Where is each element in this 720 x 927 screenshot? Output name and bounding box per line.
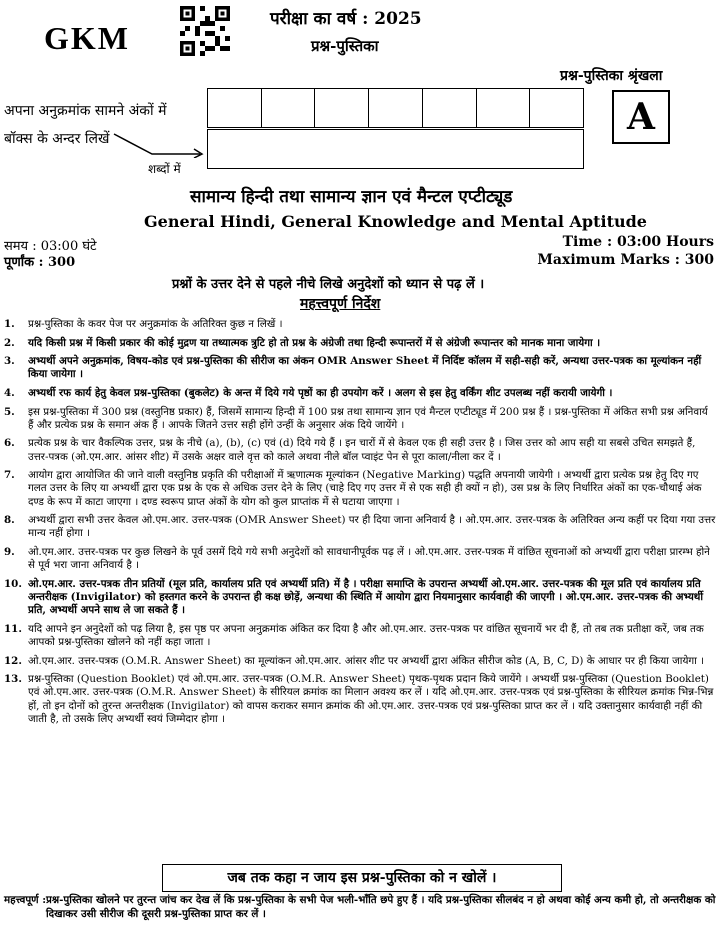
- instruction-text: अभ्यर्थी द्वारा सभी उत्तर केवल ओ.एम.आर. उत्तर-पत्रक (OMR Answer Sheet) पर ही दिया जाना अनिवार्य है । ओ.एम.आर. उत्तर-पत्रक के अतिरिक्त अन्य कहीं पर दिया गया उत्तर मान्य नहीं होगा ।: [28, 514, 716, 540]
- instruction-number: 7.: [4, 469, 15, 482]
- instruction-text: ओ.एम.आर. उत्तर-पत्रक तीन प्रतियों (मूल प्रति, कार्यालय प्रति एवं अभ्यर्थी प्रति) में है । परीक्षा समाप्ति के उपरान्त अभ्यर्थी ओ.एम.आर. उत्तर-पत्रक की मूल प्रति एवं कार्यालय प्रति अन्तरीक्षक (Invigilator) को हस्तगत करने के उपरान्त ही कक्ष छोड़ें, अन्यथा की स्थिति में आयोग द्वारा नियमानुसार कार्यवाही की जाएगी । ओ.एम.आर. उत्तर-पत्रक की अभ्यर्थी प्रति, अभ्यर्थी अपने साथ ले जा सकते हैं ।: [28, 577, 704, 617]
- digit-box[interactable]: [315, 89, 369, 127]
- instruction-text: आयोग द्वारा आयोजित की जाने वाली वस्तुनिष्ठ प्रकृति की परीक्षाओं में ऋणात्मक मूल्यांकन (Negative Marking) पद्धति अपनायी जायेगी । अभ्यर्थी द्वारा प्रत्येक प्रश्न हेतु दिए गए गलत उत्तर के लिए या अभ्यर्थी द्वारा एक प्रश्न के एक से अधिक उत्तर देने के लिए (चाहे दिए गए उत्तर में से एक सही ही क्यों न हो), उस प्रश्न के लिए निर्धारित अंकों का एक-चौथाई अंक दण्ड के रूप में काटा जाएगा । दण्ड स्वरूप प्राप्त अंकों के योग को कुल प्राप्तांक में से घटाया जाएगा ।: [28, 469, 702, 508]
- instruction-number: 11.: [4, 622, 22, 635]
- instruction-number: 9.: [4, 545, 15, 558]
- roll-number-words-box[interactable]: [207, 129, 584, 169]
- digit-box[interactable]: [208, 89, 262, 127]
- instructions-heading: महत्त्वपूर्ण निर्देश: [300, 296, 381, 312]
- instruction-item: [4, 406, 716, 432]
- subject-title-english: General Hindi, General Knowledge and Mental Aptitude: [144, 212, 647, 231]
- instruction-item: [4, 623, 716, 649]
- instruction-number: 13.: [4, 673, 22, 686]
- series-box: A: [612, 90, 670, 144]
- instruction-number: 8.: [4, 514, 15, 527]
- digit-box[interactable]: [262, 89, 316, 127]
- instruction-item: [4, 673, 716, 726]
- footnote-text: प्रश्न-पुस्तिका खोलने पर तुरन्त जांच कर देख लें कि प्रश्न-पुस्तिका के सभी पेज भली-भाँति छपे हुए हैं । यदि प्रश्न-पुस्तिका सीलबंद न हो अथवा कोई अन्य कमी हो, तो अन्तरीक्षक को दिखाकर उसी सीरीज की दूसरी प्रश्न-पुस्तिका प्राप्त कर लें ।: [46, 894, 716, 920]
- instruction-text: प्रत्येक प्रश्न के चार वैकल्पिक उत्तर, प्रश्न के नीचे (a), (b), (c) एवं (d) दिये गये हैं । इन चारों में से केवल एक ही सही उत्तर है । जिस उत्तर को आप सही या सबसे उचित समझते हैं, उत्तर-पत्रक (ओ.एम.आर. आंसर शीट) में उसके अक्षर वाले वृत्त को काले अथवा नीले बॉल प्वाइंट पेन से पूरा काला/नीला कर दें ।: [28, 437, 696, 463]
- digit-box[interactable]: [369, 89, 423, 127]
- qr-code: [180, 6, 230, 56]
- instruction-number: 1.: [4, 318, 15, 330]
- instruction-number: 3.: [4, 355, 15, 368]
- important-footnote: [4, 894, 716, 921]
- instructions-list: [4, 318, 716, 731]
- digit-box[interactable]: [423, 89, 477, 127]
- instruction-item: [4, 355, 716, 381]
- time-english: Time : 03:00 Hours: [562, 234, 714, 250]
- booklet-title: प्रश्न-पुस्तिका: [311, 37, 379, 55]
- marks-hindi: पूर्णांक : 300: [4, 255, 76, 270]
- roll-number-digit-boxes[interactable]: [207, 88, 584, 128]
- instruction-text: यदि आपने इन अनुदेशों को पढ़ लिया है, इस पृष्ठ पर अपना अनुक्रमांक अंकित कर दिया है और ओ.एम.आर. उत्तर-पत्रक पर वांछित सूचनायें भर दी हैं, तो तब तक प्रतीक्षा करें, जब तक आपको प्रश्न-पुस्तिका खोलने को नहीं कहा जाता ।: [28, 622, 704, 648]
- instruction-number: 6.: [4, 437, 15, 450]
- instruction-text: प्रश्न-पुस्तिका (Question Booklet) एवं ओ.एम.आर. उत्तर-पत्रक (O.M.R. Answer Sheet) पृथक-पृथक प्रदान किये जायेंगे । अभ्यर्थी प्रश्न-पुस्तिका (Question Booklet) एवं ओ.एम.आर. उत्तर-पत्रक (O.M.R. Answer Sheet) के सीरियल क्रमांक का मिलान अवश्य कर लें । यदि ओ.एम.आर. उत्तर-पत्रक एवं प्रश्न-पुस्तिका के सीरियल क्रमांक भिन्न-भिन्न हों, तो इन दोनों को तुरन्त अन्तरीक्षक (Invigilator) को वापस कराकर समान क्रमांक की ओ.एम.आर. उत्तर-पत्रक एवं प्रश्न-पुस्तिका प्राप्त कर लें । यदि उक्तानुसार कार्यवाही नहीं की जाती है, तो उसके लिए अभ्यर्थी स्वयं जिम्मेदार होगा ।: [28, 673, 714, 725]
- arrow-icon: [112, 132, 204, 158]
- footnote-label: महत्त्वपूर्ण :: [4, 894, 47, 906]
- logo: GKM: [44, 20, 130, 56]
- exam-year: परीक्षा का वर्ष : 2025: [270, 9, 422, 29]
- instruction-item: [4, 514, 716, 540]
- instruction-item: [4, 546, 716, 572]
- instruction-item: [4, 387, 716, 400]
- subject-title-hindi: सामान्य हिन्दी तथा सामान्य ज्ञान एवं मैन्टल एप्टीट्यूड: [190, 187, 513, 207]
- instruction-text: ओ.एम.आर. उत्तर-पत्रक (O.M.R. Answer Sheet) का मूल्यांकन ओ.एम.आर. आंसर शीट पर अभ्यर्थी द्वारा अंकित सीरीज कोड (A, B, C, D) के आधार पर ही किया जायेगा ।: [28, 654, 705, 667]
- roll-label-line1: अपना अनुक्रमांक सामने अंकों में: [4, 103, 167, 119]
- instruction-item: [4, 655, 716, 668]
- instruction-number: 4.: [4, 386, 15, 399]
- instruction-text: इस प्रश्न-पुस्तिका में 300 प्रश्न (वस्तुनिष्ठ प्रकार) हैं, जिसमें सामान्य हिन्दी में 100 प्रश्न तथा सामान्य ज्ञान एवं मैन्टल एप्टीट्यूड में 200 प्रश्न हैं । प्रश्न-पुस्तिका में अंकित सभी प्रश्न अनिवार्य हैं और प्रत्येक प्रश्न के समान अंक हैं । आपके जितने उत्तर सही होंगे उन्हीं के अनुसार अंक दिये जायेंगे ।: [28, 405, 708, 431]
- instruction-number: 5.: [4, 405, 15, 418]
- digit-box[interactable]: [530, 89, 583, 127]
- digit-box[interactable]: [477, 89, 531, 127]
- instruction-text: ओ.एम.आर. उत्तर-पत्रक पर कुछ लिखने के पूर्व उसमें दिये गये सभी अनुदेशों को सावधानीपूर्वक पढ़ लें । ओ.एम.आर. उत्तर-पत्रक में वांछित सूचनाओं को अभ्यर्थी द्वारा परीक्षा प्रारम्भ होने से पूर्व भरा जाना अनिवार्य है ।: [28, 545, 710, 572]
- instruction-text: प्रश्न-पुस्तिका के कवर पेज पर अनुक्रमांक के अतिरिक्त कुछ न लिखें ।: [28, 318, 283, 330]
- instruction-item: [4, 469, 716, 509]
- words-label: शब्दों में: [148, 162, 181, 176]
- series-label: प्रश्न-पुस्तिका श्रृंखला: [560, 68, 663, 84]
- instruction-text: अभ्यर्थी अपने अनुक्रमांक, विषय-कोड एवं प्रश्न-पुस्तिका की सीरीज का अंकन OMR Answer Sheet में निर्दिष्ट कॉलम में सही-सही करें, अन्यथा उत्तर-पत्रक का मूल्यांकन नहीं किया जायेगा ।: [28, 355, 702, 381]
- instruction-number: 2.: [4, 336, 15, 349]
- do-not-open-notice: जब तक कहा न जाय इस प्रश्न-पुस्तिका को न खोलें ।: [162, 864, 562, 892]
- instruction-number: 12.: [4, 654, 22, 667]
- instruction-item: [4, 437, 716, 463]
- roll-label-line2: बॉक्स के अन्दर लिखें: [4, 131, 110, 147]
- instruction-number: 10.: [4, 577, 22, 590]
- instructions-intro: प्रश्नों के उत्तर देने से पहले नीचे लिखे अनुदेशों को ध्यान से पढ़ लें ।: [172, 277, 485, 292]
- instruction-item: [4, 337, 716, 350]
- instruction-text: अभ्यर्थी रफ कार्य हेतु केवल प्रश्न-पुस्तिका (बुकलेट) के अन्त में दिये गये पृष्ठों का ही उपयोग करें । अलग से इस हेतु वर्किंग शीट उपलब्ध नहीं करायी जायेगी ।: [28, 386, 613, 399]
- time-hindi: समय : 03:00 घंटे: [4, 239, 97, 254]
- instruction-item: [4, 318, 716, 331]
- instruction-text: यदि किसी प्रश्न में किसी प्रकार की कोई मुद्रण या तथ्यात्मक त्रुटि हो तो प्रश्न के अंग्रेजी तथा हिन्दी रूपान्तरों में से अंग्रेजी रूपान्तर को मानक माना जायेगा ।: [28, 336, 601, 349]
- marks-english: Maximum Marks : 300: [537, 252, 714, 268]
- instruction-item: [4, 578, 716, 618]
